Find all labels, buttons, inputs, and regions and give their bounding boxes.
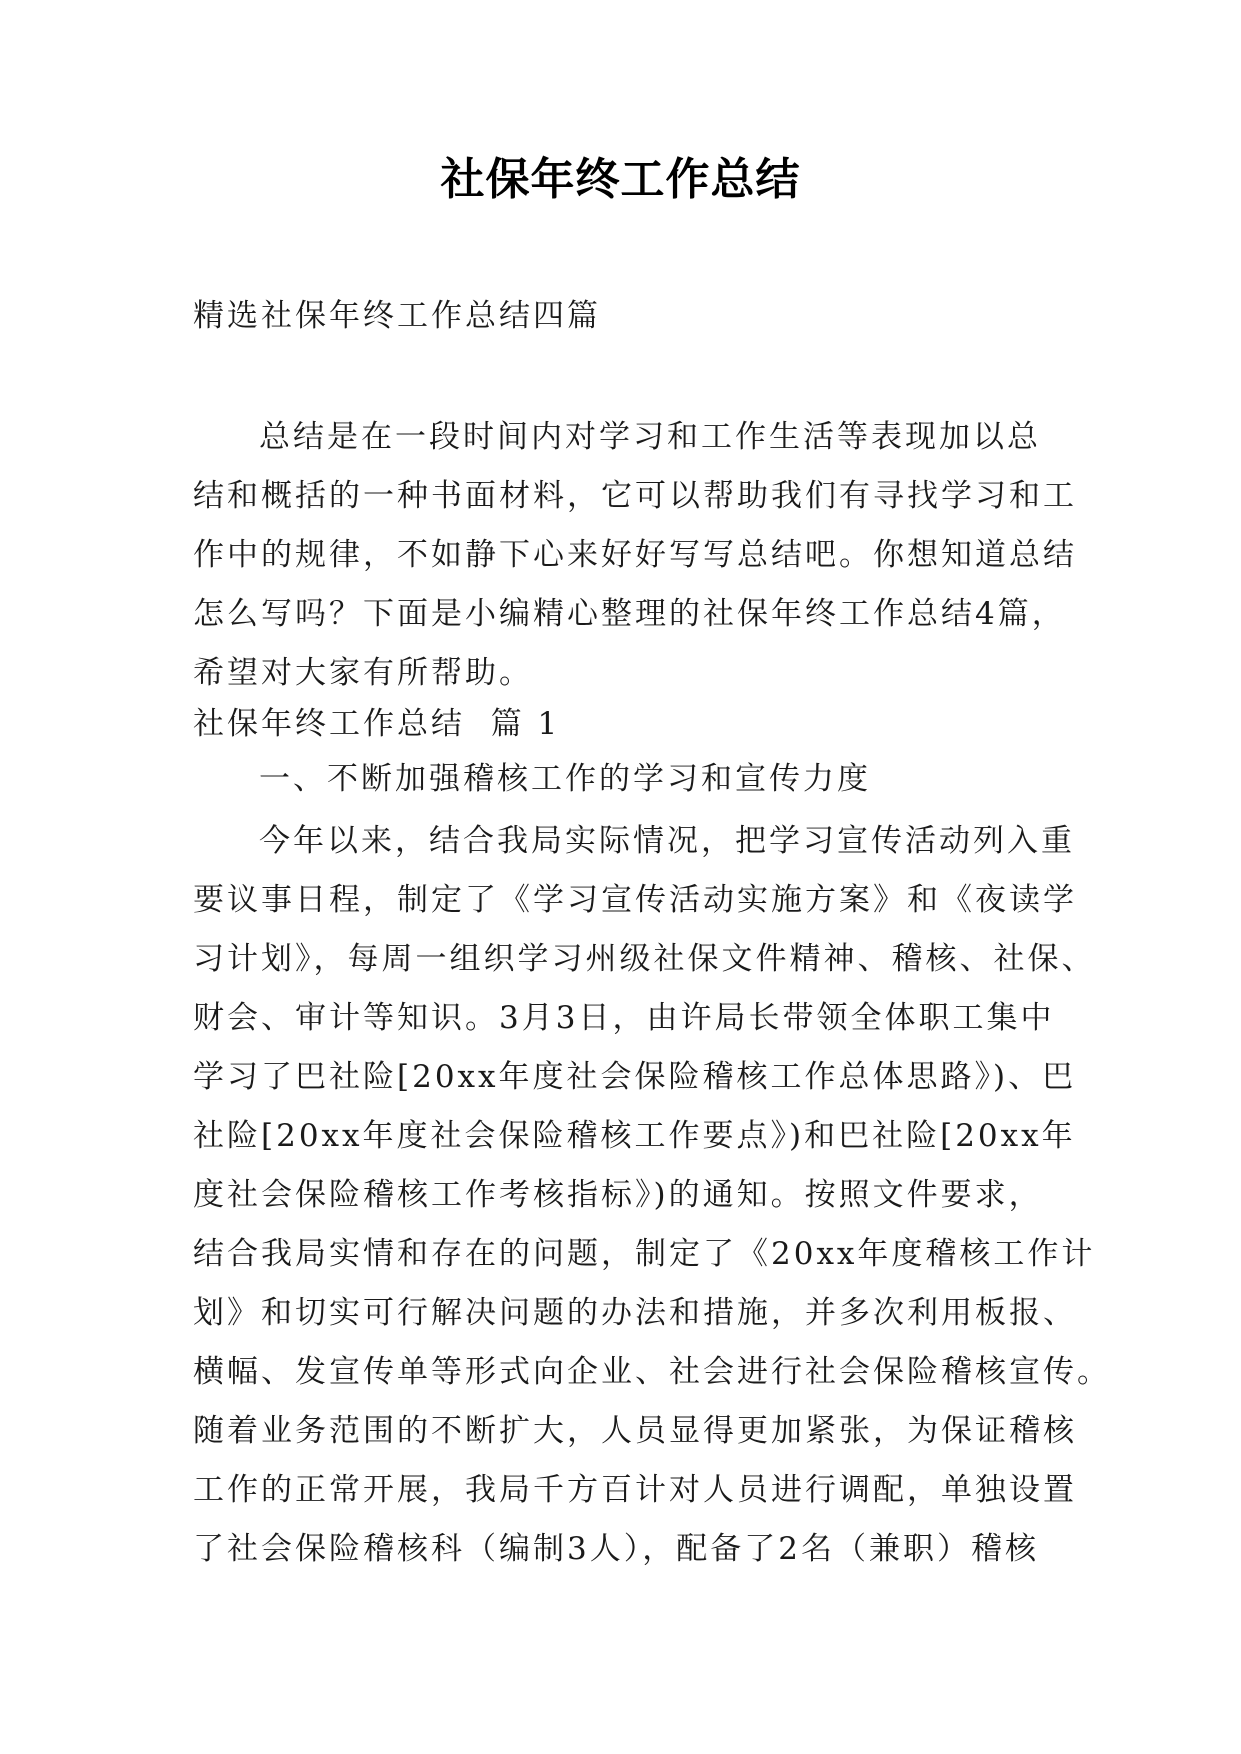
paragraph-line: 随着业务范围的不断扩大，人员显得更加紧张，为保证稽核 bbox=[193, 1413, 1077, 1449]
paragraph-line: 今年以来，结合我局实际情况，把学习宣传活动列入重 bbox=[259, 823, 1075, 859]
intro-paragraph bbox=[193, 408, 1077, 703]
paragraph-line: 了社会保险稽核科（编制3人），配备了2名（兼职）稽核 bbox=[193, 1531, 1039, 1567]
section-title: 社保年终工作总结 篇 1 bbox=[193, 706, 561, 742]
paragraph-line: 学习了巴社险[20xx年度社会保险稽核工作总体思路》)、巴 bbox=[193, 1059, 1077, 1095]
section-heading: 一、不断加强稽核工作的学习和宣传力度 bbox=[259, 761, 871, 797]
document-subtitle: 精选社保年终工作总结四篇 bbox=[193, 298, 601, 334]
paragraph-line: 财会、审计等知识。3月3日，由许局长带领全体职工集中 bbox=[193, 1000, 1055, 1036]
intro-line: 结和概括的一种书面材料，它可以帮助我们有寻找学习和工 bbox=[193, 478, 1077, 514]
paragraph-line: 习计划》，每周一组织学习州级社保文件精神、稽核、社保、 bbox=[193, 941, 1096, 977]
intro-line: 希望对大家有所帮助。 bbox=[193, 655, 533, 691]
paragraph-line: 结合我局实情和存在的问题，制定了《20xx年度稽核工作计 bbox=[193, 1236, 1096, 1272]
document-title: 社保年终工作总结 bbox=[440, 154, 801, 205]
paragraph-line: 划》和切实可行解决问题的办法和措施，并多次利用板报、 bbox=[193, 1295, 1077, 1331]
intro-line: 怎么写吗？下面是小编精心整理的社保年终工作总结4篇， bbox=[193, 596, 1066, 632]
body-paragraph bbox=[193, 812, 1111, 1579]
intro-line: 作中的规律，不如静下心来好好写写总结吧。你想知道总结 bbox=[193, 537, 1077, 573]
paragraph-line: 工作的正常开展，我局千方百计对人员进行调配，单独设置 bbox=[193, 1472, 1077, 1508]
paragraph-line: 横幅、发宣传单等形式向企业、社会进行社会保险稽核宣传。 bbox=[193, 1354, 1111, 1390]
paragraph-line: 要议事日程，制定了《学习宣传活动实施方案》和《夜读学 bbox=[193, 882, 1077, 918]
intro-line: 总结是在一段时间内对学习和工作生活等表现加以总 bbox=[259, 419, 1041, 455]
paragraph-line: 社险[20xx年度社会保险稽核工作要点》)和巴社险[20xx年 bbox=[193, 1118, 1076, 1154]
paragraph-line: 度社会保险稽核工作考核指标》)的通知。按照文件要求， bbox=[193, 1177, 1043, 1213]
